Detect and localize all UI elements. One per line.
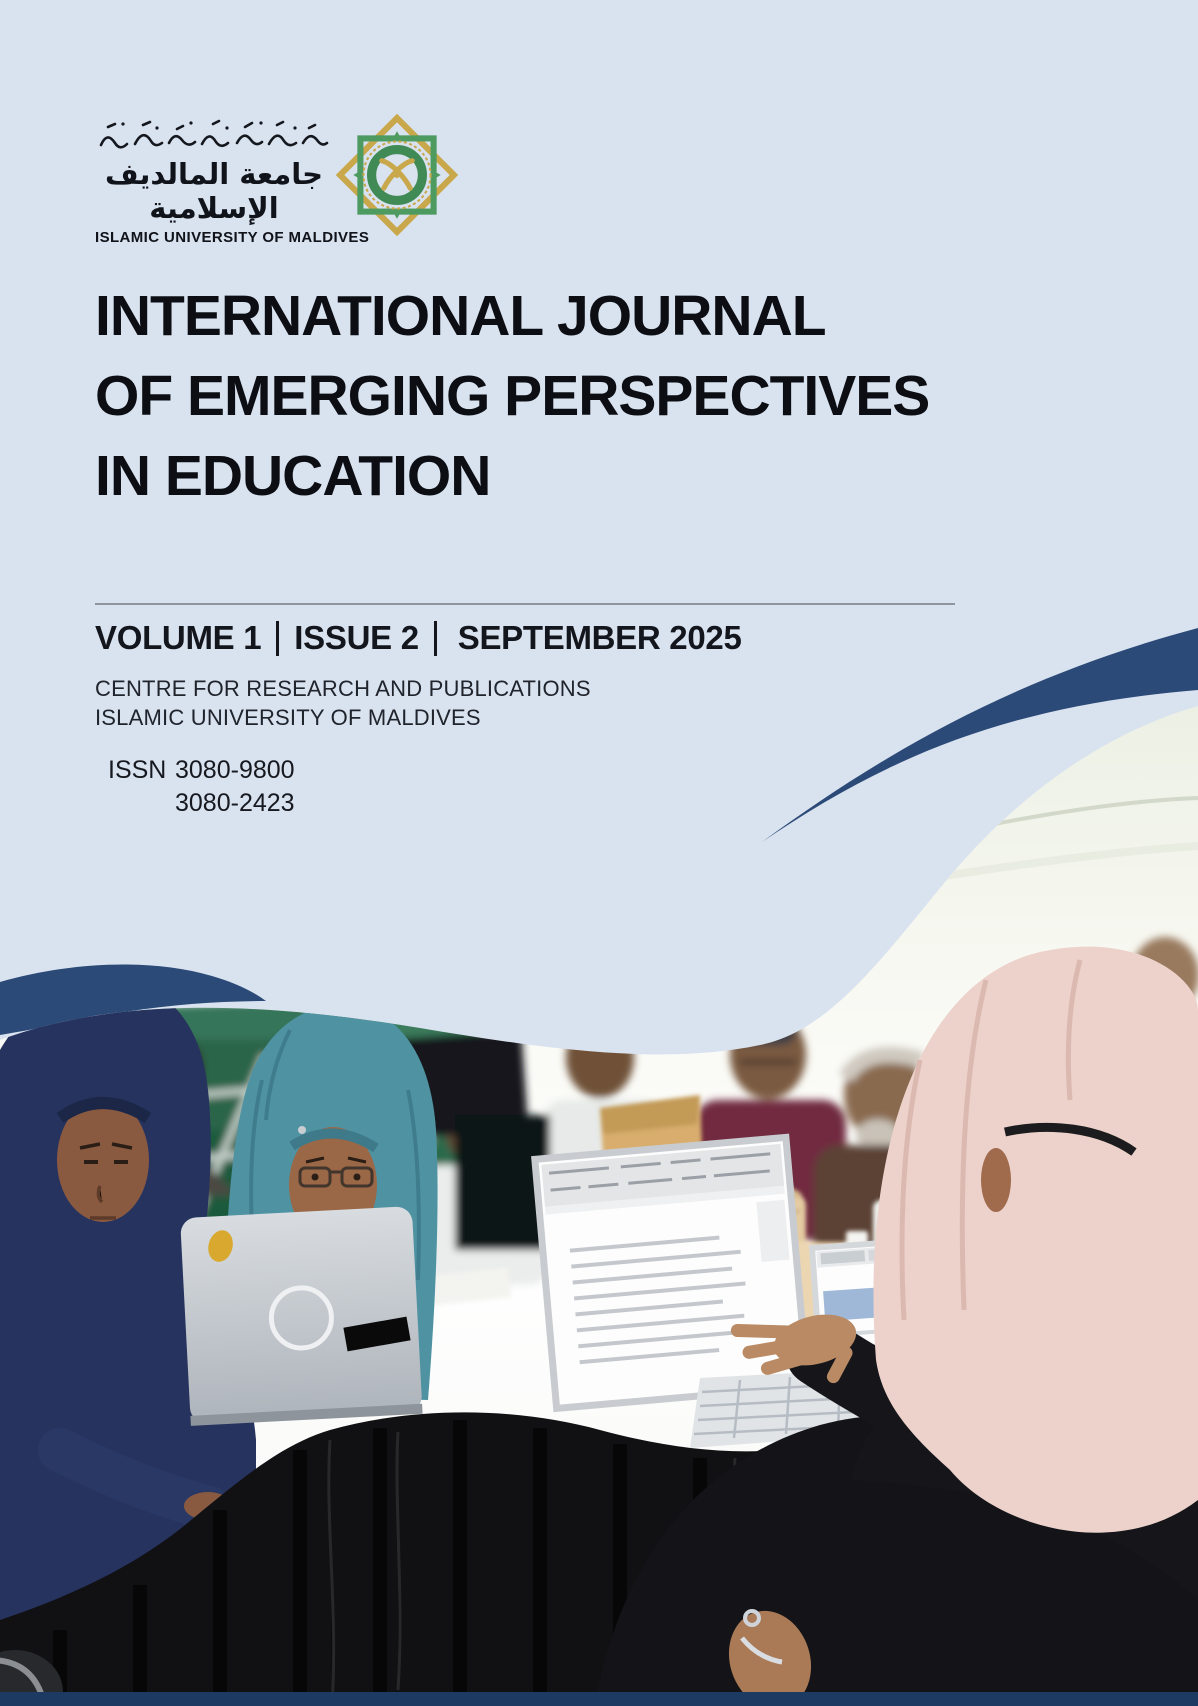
issue-label: ISSUE 2 xyxy=(294,619,419,656)
publisher-line2: ISLAMIC UNIVERSITY OF MALDIVES xyxy=(95,705,481,730)
separator-bar xyxy=(434,621,437,656)
issn-spacer xyxy=(95,787,171,820)
title-divider-rule xyxy=(95,603,955,605)
issn-label: ISSN xyxy=(108,756,167,784)
university-emblem-icon xyxy=(336,114,458,236)
university-name-arabic: جامعة المالديف الإسلامية xyxy=(104,157,324,225)
issn-block xyxy=(95,754,295,820)
thaana-script-text xyxy=(95,116,333,156)
volume-label: VOLUME 1 xyxy=(95,619,262,656)
journal-title-line2: OF EMERGING PERSPECTIVES xyxy=(95,364,930,428)
masthead xyxy=(95,116,370,247)
issn-online-number: 3080-2423 xyxy=(175,789,295,817)
university-name-english: ISLAMIC UNIVERSITY OF MALDIVES xyxy=(95,229,370,246)
publisher-block xyxy=(95,674,591,732)
journal-title xyxy=(95,276,929,516)
issue-info-line xyxy=(95,618,742,658)
issn-print-number: 3080-9800 xyxy=(175,756,295,784)
journal-title-line3: IN EDUCATION xyxy=(95,444,491,508)
publisher-line1: CENTRE FOR RESEARCH AND PUBLICATIONS xyxy=(95,676,591,701)
bottom-accent-bar xyxy=(0,1692,1198,1706)
issue-date: SEPTEMBER 2025 xyxy=(457,619,742,656)
separator-bar xyxy=(276,621,279,656)
journal-title-line1: INTERNATIONAL JOURNAL xyxy=(95,284,826,348)
